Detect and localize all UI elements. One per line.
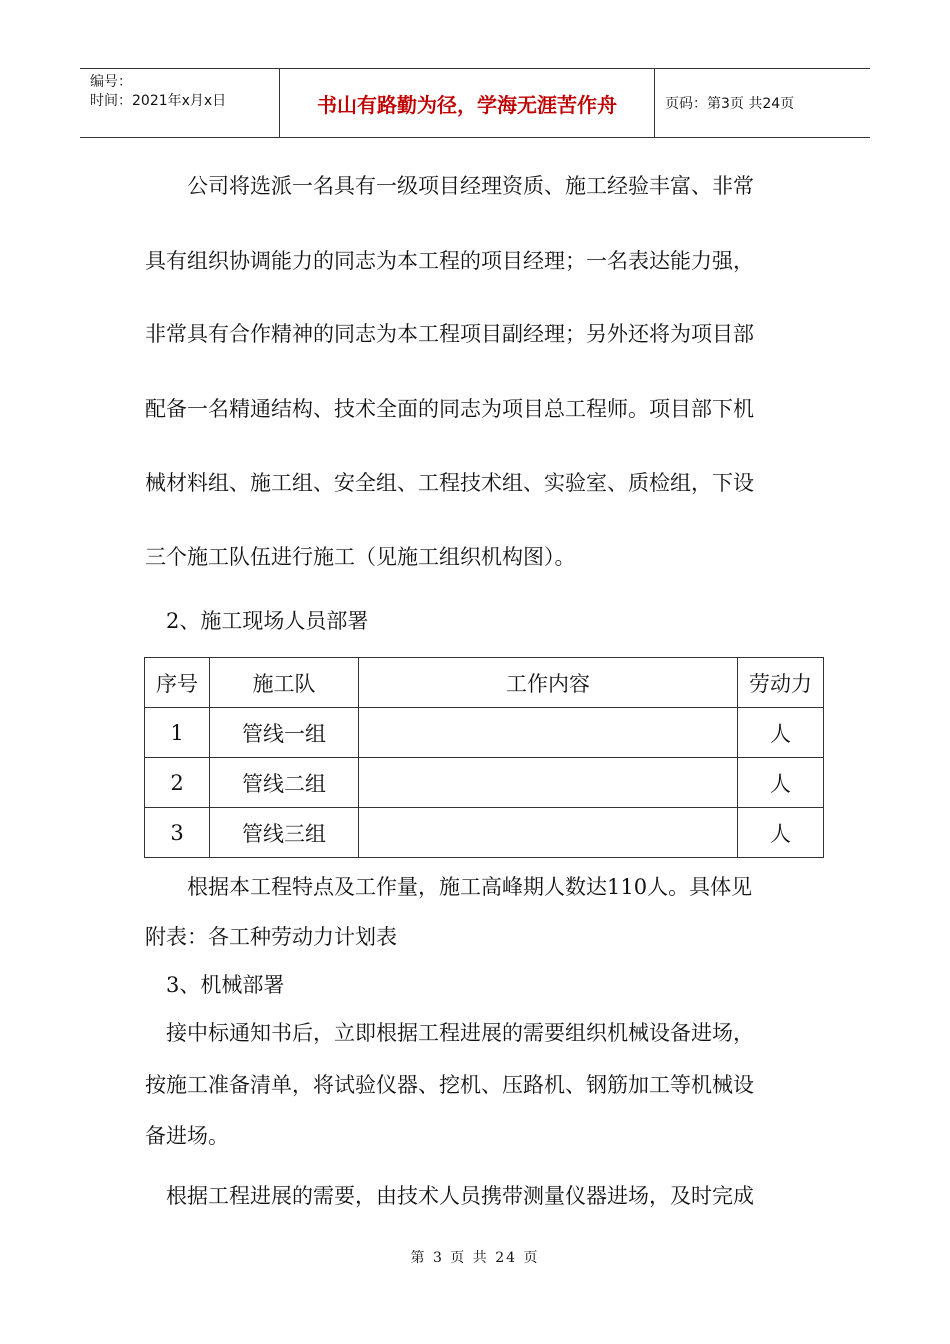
table-cell: 2 [145,758,210,808]
table-header-row [145,658,824,708]
table-row [145,708,824,758]
body-line: 根据工程进展的需要，由技术人员携带测量仪器进场，及时完成 [145,1184,754,1208]
table-cell [359,758,738,808]
body-line: 具有组织协调能力的同志为本工程的项目经理；一名表达能力强， [145,249,754,273]
col-header: 劳动力 [738,658,824,708]
table-cell [359,708,738,758]
body-line: 接中标通知书后，立即根据工程进展的需要组织机械设备进场， [145,1021,754,1045]
table-cell: 管线二组 [210,758,359,808]
section-heading: 3、机械部署 [145,973,285,997]
table-cell: 1 [145,708,210,758]
table-cell: 管线三组 [210,808,359,858]
body-line: 附表：各工种劳动力计划表 [145,925,397,949]
time-label: 时间：2021年x月x日 [90,93,227,109]
header-page-code: 页码：第3页 共24页 [665,96,795,112]
body-line: 非常具有合作精神的同志为本工程项目副经理；另外还将为项目部 [145,322,754,346]
header-meta [80,69,280,137]
col-header: 工作内容 [359,658,738,708]
page-header [80,68,870,138]
header-motto: 书山有路勤为径，学海无涯苦作舟 [280,69,655,137]
number-label: 编号： [90,74,132,90]
body-line: 械材料组、施工组、安全组、工程技术组、实验室、质检组，下设 [145,471,754,495]
table-row [145,758,824,808]
table-cell: 人 [738,808,824,858]
page-footer: 第 3 页 共 24 页 [410,1250,540,1266]
table-row [145,808,824,858]
body-line: 按施工准备清单，将试验仪器、挖机、压路机、钢筋加工等机械设 [145,1073,754,1097]
table-cell: 管线一组 [210,708,359,758]
body-line: 配备一名精通结构、技术全面的同志为项目总工程师。项目部下机 [145,397,754,421]
section-heading: 2、施工现场人员部署 [145,609,369,633]
table-cell: 3 [145,808,210,858]
body-line: 三个施工队伍进行施工（见施工组织机构图）。 [145,545,576,569]
body-line: 根据本工程特点及工作量，施工高峰期人数达110人。具体见 [145,875,753,899]
table-cell [359,808,738,858]
col-header: 序号 [145,658,210,708]
table-cell: 人 [738,708,824,758]
body-line: 公司将选派一名具有一级项目经理资质、施工经验丰富、非常 [145,174,754,198]
col-header: 施工队 [210,658,359,708]
staff-table [144,657,824,858]
body-line: 备进场。 [145,1124,229,1148]
table-cell: 人 [738,758,824,808]
